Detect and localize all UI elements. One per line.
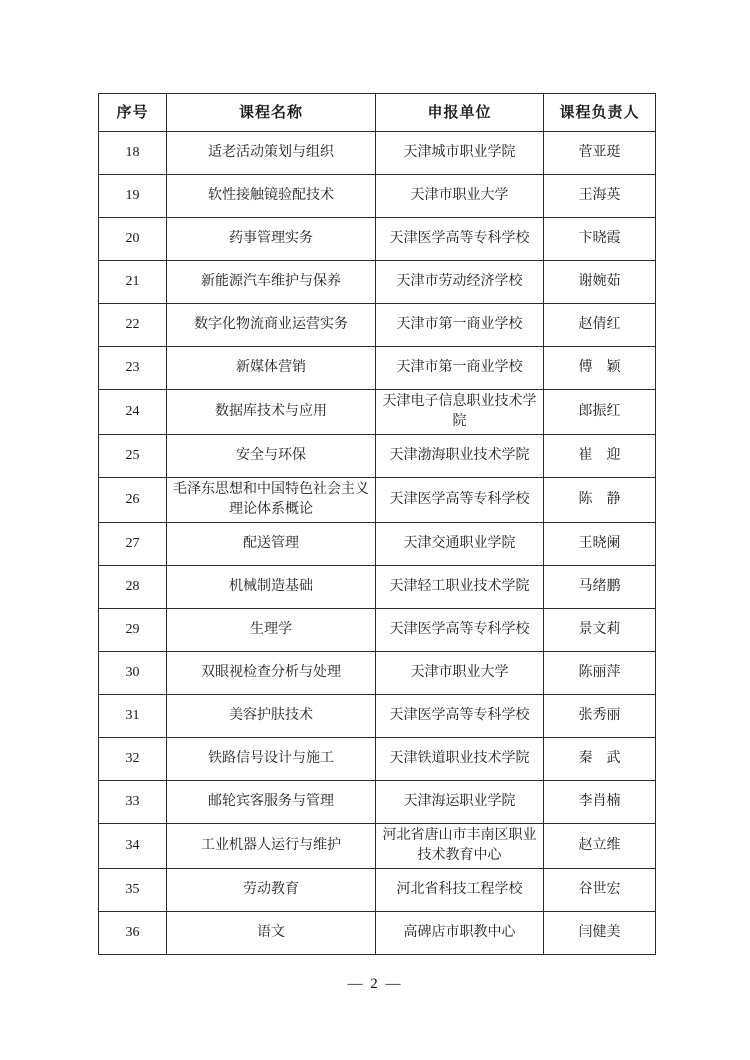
- header-applying-unit: 申报单位: [376, 94, 544, 132]
- applying-unit-cell: 天津渤海职业技术学院: [376, 435, 544, 478]
- course-leader-cell: 陈丽萍: [544, 652, 656, 695]
- table-row: [99, 566, 656, 609]
- course-name-cell: 药事管理实务: [167, 218, 376, 261]
- applying-unit-cell: 天津医学高等专科学校: [376, 478, 544, 523]
- serial-number-cell: 20: [99, 218, 167, 261]
- serial-number-cell: 24: [99, 390, 167, 435]
- applying-unit-cell: 天津医学高等专科学校: [376, 218, 544, 261]
- applying-unit-cell: 河北省科技工程学校: [376, 869, 544, 912]
- applying-unit-cell: 天津市第一商业学校: [376, 347, 544, 390]
- table-row: [99, 218, 656, 261]
- course-leader-cell: 卞晓霞: [544, 218, 656, 261]
- serial-number-cell: 19: [99, 175, 167, 218]
- course-table-body: [99, 132, 656, 955]
- course-name-cell: 安全与环保: [167, 435, 376, 478]
- table-row: [99, 435, 656, 478]
- serial-number-cell: 27: [99, 523, 167, 566]
- applying-unit-cell: 天津医学高等专科学校: [376, 695, 544, 738]
- header-serial-number: 序号: [99, 94, 167, 132]
- course-name-cell: 数据库技术与应用: [167, 390, 376, 435]
- course-name-cell: 双眼视检查分析与处理: [167, 652, 376, 695]
- applying-unit-cell: 天津市第一商业学校: [376, 304, 544, 347]
- course-name-cell: 生理学: [167, 609, 376, 652]
- page-number: — 2 —: [347, 976, 403, 992]
- course-leader-cell: 王晓阑: [544, 523, 656, 566]
- course-leader-cell: 菅亚珽: [544, 132, 656, 175]
- applying-unit-cell: 高碑店市职教中心: [376, 912, 544, 955]
- table-row: [99, 390, 656, 435]
- course-name-cell: 新媒体营销: [167, 347, 376, 390]
- serial-number-cell: 21: [99, 261, 167, 304]
- course-leader-cell: 郎振红: [544, 390, 656, 435]
- course-name-cell: 劳动教育: [167, 869, 376, 912]
- serial-number-cell: 31: [99, 695, 167, 738]
- applying-unit-cell: 天津轻工职业技术学院: [376, 566, 544, 609]
- course-table-container: [98, 93, 655, 955]
- applying-unit-cell: 天津市职业大学: [376, 175, 544, 218]
- course-name-cell: 配送管理: [167, 523, 376, 566]
- applying-unit-cell: 天津电子信息职业技术学院: [376, 390, 544, 435]
- serial-number-cell: 33: [99, 781, 167, 824]
- course-table: [98, 93, 656, 955]
- serial-number-cell: 28: [99, 566, 167, 609]
- serial-number-cell: 36: [99, 912, 167, 955]
- serial-number-cell: 26: [99, 478, 167, 523]
- course-leader-cell: 景文莉: [544, 609, 656, 652]
- applying-unit-cell: 天津城市职业学院: [376, 132, 544, 175]
- header-course-leader: 课程负责人: [544, 94, 656, 132]
- course-leader-cell: 陈 静: [544, 478, 656, 523]
- course-name-cell: 美容护肤技术: [167, 695, 376, 738]
- table-header-row: [99, 94, 656, 132]
- serial-number-cell: 22: [99, 304, 167, 347]
- course-name-cell: 语文: [167, 912, 376, 955]
- course-leader-cell: 崔 迎: [544, 435, 656, 478]
- table-row: [99, 175, 656, 218]
- table-row: [99, 609, 656, 652]
- course-name-cell: 机械制造基础: [167, 566, 376, 609]
- course-leader-cell: 赵倩红: [544, 304, 656, 347]
- course-name-cell: 数字化物流商业运营实务: [167, 304, 376, 347]
- course-name-cell: 软性接触镜验配技术: [167, 175, 376, 218]
- serial-number-cell: 25: [99, 435, 167, 478]
- course-name-cell: 毛泽东思想和中国特色社会主义理论体系概论: [167, 478, 376, 523]
- applying-unit-cell: 天津铁道职业技术学院: [376, 738, 544, 781]
- course-leader-cell: 傅 颖: [544, 347, 656, 390]
- applying-unit-cell: 天津市劳动经济学校: [376, 261, 544, 304]
- course-leader-cell: 谷世宏: [544, 869, 656, 912]
- serial-number-cell: 35: [99, 869, 167, 912]
- course-leader-cell: 秦 武: [544, 738, 656, 781]
- course-name-cell: 工业机器人运行与维护: [167, 824, 376, 869]
- table-row: [99, 478, 656, 523]
- table-row: [99, 304, 656, 347]
- table-row: [99, 652, 656, 695]
- table-row: [99, 347, 656, 390]
- course-leader-cell: 闫健美: [544, 912, 656, 955]
- table-row: [99, 523, 656, 566]
- table-row: [99, 781, 656, 824]
- applying-unit-cell: 天津医学高等专科学校: [376, 609, 544, 652]
- serial-number-cell: 34: [99, 824, 167, 869]
- header-course-name: 课程名称: [167, 94, 376, 132]
- table-row: [99, 824, 656, 869]
- course-leader-cell: 李肖楠: [544, 781, 656, 824]
- course-name-cell: 邮轮宾客服务与管理: [167, 781, 376, 824]
- table-row: [99, 738, 656, 781]
- table-row: [99, 869, 656, 912]
- applying-unit-cell: 河北省唐山市丰南区职业技术教育中心: [376, 824, 544, 869]
- table-row: [99, 261, 656, 304]
- table-row: [99, 695, 656, 738]
- course-name-cell: 适老活动策划与组织: [167, 132, 376, 175]
- course-leader-cell: 马绪鹏: [544, 566, 656, 609]
- applying-unit-cell: 天津市职业大学: [376, 652, 544, 695]
- course-leader-cell: 赵立维: [544, 824, 656, 869]
- serial-number-cell: 23: [99, 347, 167, 390]
- serial-number-cell: 18: [99, 132, 167, 175]
- serial-number-cell: 29: [99, 609, 167, 652]
- serial-number-cell: 32: [99, 738, 167, 781]
- serial-number-cell: 30: [99, 652, 167, 695]
- table-row: [99, 132, 656, 175]
- course-name-cell: 新能源汽车维护与保养: [167, 261, 376, 304]
- applying-unit-cell: 天津交通职业学院: [376, 523, 544, 566]
- course-name-cell: 铁路信号设计与施工: [167, 738, 376, 781]
- course-leader-cell: 王海英: [544, 175, 656, 218]
- course-leader-cell: 谢婉茹: [544, 261, 656, 304]
- table-row: [99, 912, 656, 955]
- applying-unit-cell: 天津海运职业学院: [376, 781, 544, 824]
- course-leader-cell: 张秀丽: [544, 695, 656, 738]
